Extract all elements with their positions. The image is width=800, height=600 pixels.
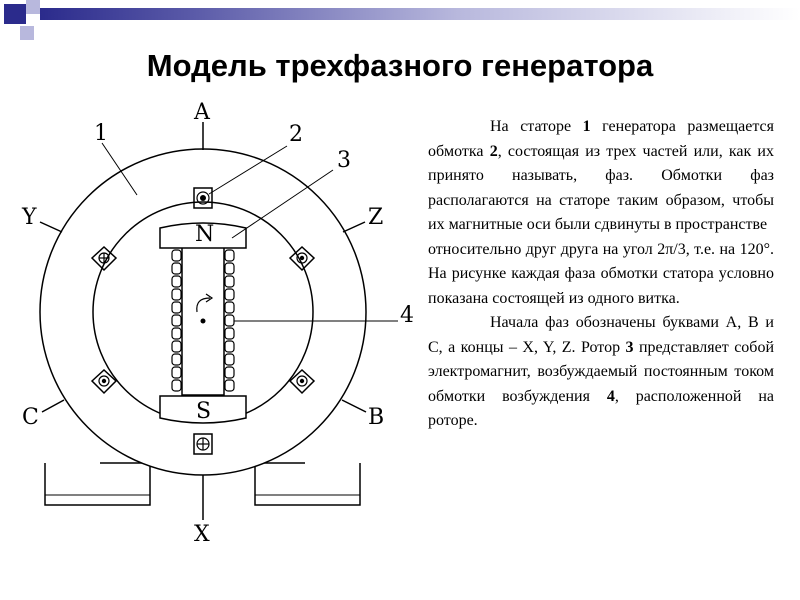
label-y: Y xyxy=(22,205,37,230)
label-n: N xyxy=(195,222,215,247)
label-1: 1 xyxy=(94,121,108,146)
label-c: C xyxy=(22,405,39,430)
base-left xyxy=(45,463,150,505)
base-right xyxy=(255,463,360,505)
label-3: 3 xyxy=(337,148,351,173)
conductor-dot-b xyxy=(300,379,304,383)
paragraph-3: Начала фаз обозначены буквами А, В и С, а концы – X, Y, Z. Ротор 3 представляет собой электромагнит, возбуждаемый постоянным током обмотки возбуждения 4, расположенной на роторе. xyxy=(428,314,775,429)
label-s: S xyxy=(196,399,212,424)
label-x: X xyxy=(194,522,210,547)
label-b: B xyxy=(368,405,385,430)
conductor-dot-a xyxy=(200,195,206,201)
axis-y-line xyxy=(40,222,62,232)
axis-z-line xyxy=(343,222,365,232)
label-a: A xyxy=(194,100,210,125)
rotor-center-dot xyxy=(201,319,206,324)
conductor-dot-z xyxy=(300,256,304,260)
label-2: 2 xyxy=(289,122,303,147)
paragraph-1: На статоре 1 генератора размещается обмотка 2, состоящая из трех частей или, как их принято называть, фаз. Обмотки фаз располагаются на статоре таким образом, чтобы их магнитные оси были сдвинуты в пространстве xyxy=(428,118,775,233)
axis-c-line xyxy=(42,400,64,412)
label-4: 4 xyxy=(400,303,414,328)
paragraph-2: относительно друг друга на угол 2π/3, т.е. на 120°. На рисунке каждая фаза обмотки статора условно показана состоящей из одного витка. xyxy=(428,240,774,307)
conductor-dot-c xyxy=(102,379,106,383)
label-z: Z xyxy=(368,205,384,230)
page-title: Модель трехфазного генератора xyxy=(146,48,654,83)
axis-b-line xyxy=(342,400,366,412)
description-text xyxy=(428,115,774,434)
